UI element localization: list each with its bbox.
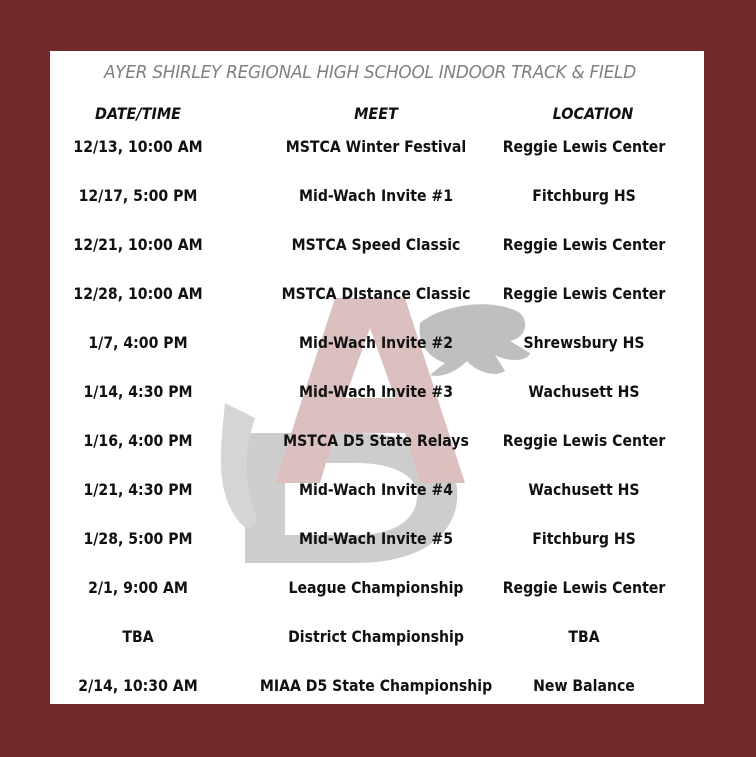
row-datetime: 1/7, 4:00 PM	[88, 333, 188, 352]
schedule-row	[50, 430, 704, 479]
row-meet: District Championship	[288, 627, 464, 646]
row-meet: MSTCA Speed Classic	[291, 235, 461, 254]
row-meet: League Championship	[288, 578, 464, 597]
row-meet: MSTCA DIstance Classic	[281, 284, 471, 303]
schedule-row	[50, 332, 704, 381]
row-location: Wachusett HS	[528, 480, 640, 499]
row-meet: MSTCA D5 State Relays	[283, 431, 469, 450]
column-header-meet: MEET	[354, 104, 398, 123]
schedule-card	[50, 51, 704, 704]
schedule-row	[50, 479, 704, 528]
row-datetime: 12/13, 10:00 AM	[73, 137, 203, 156]
row-location: Reggie Lewis Center	[502, 235, 666, 254]
row-meet: Mid-Wach Invite #2	[299, 333, 453, 352]
schedule-row	[50, 185, 704, 234]
row-datetime: 1/16, 4:00 PM	[83, 431, 193, 450]
column-header-datetime: DATE/TIME	[95, 104, 181, 123]
row-meet: Mid-Wach Invite #4	[299, 480, 453, 499]
row-location: Wachusett HS	[528, 382, 640, 401]
row-datetime: 1/14, 4:30 PM	[83, 382, 193, 401]
row-meet: Mid-Wach Invite #1	[299, 186, 453, 205]
row-location: Shrewsbury HS	[523, 333, 645, 352]
row-location: Fitchburg HS	[532, 529, 636, 548]
schedule-row	[50, 381, 704, 430]
row-datetime: 12/28, 10:00 AM	[73, 284, 203, 303]
row-meet: Mid-Wach Invite #5	[299, 529, 453, 548]
schedule-row	[50, 283, 704, 332]
row-datetime: 1/28, 5:00 PM	[83, 529, 193, 548]
page-title: AYER SHIRLEY REGIONAL HIGH SCHOOL INDOOR TRACK & FIELD	[104, 62, 636, 83]
row-datetime: 2/1, 9:00 AM	[88, 578, 188, 597]
row-location: Reggie Lewis Center	[502, 137, 666, 156]
schedule-row	[50, 528, 704, 577]
row-meet: MSTCA Winter Festival	[285, 137, 467, 156]
schedule-row	[50, 136, 704, 185]
row-meet: MIAA D5 State Championship	[259, 676, 493, 695]
schedule-table	[50, 136, 704, 704]
row-meet: Mid-Wach Invite #3	[299, 382, 453, 401]
row-location: Reggie Lewis Center	[502, 431, 666, 450]
row-datetime: 12/21, 10:00 AM	[73, 235, 203, 254]
schedule-row	[50, 675, 704, 704]
row-location: Fitchburg HS	[532, 186, 636, 205]
row-location: Reggie Lewis Center	[502, 578, 666, 597]
row-datetime: 12/17, 5:00 PM	[78, 186, 198, 205]
row-location: New Balance	[533, 676, 635, 695]
schedule-row	[50, 577, 704, 626]
schedule-row	[50, 234, 704, 283]
row-datetime: 1/21, 4:30 PM	[83, 480, 193, 499]
row-datetime: 2/14, 10:30 AM	[78, 676, 198, 695]
row-location: Reggie Lewis Center	[502, 284, 666, 303]
schedule-row	[50, 626, 704, 675]
column-header-location: LOCATION	[552, 104, 634, 123]
row-datetime: TBA	[122, 627, 154, 646]
row-location: TBA	[568, 627, 600, 646]
